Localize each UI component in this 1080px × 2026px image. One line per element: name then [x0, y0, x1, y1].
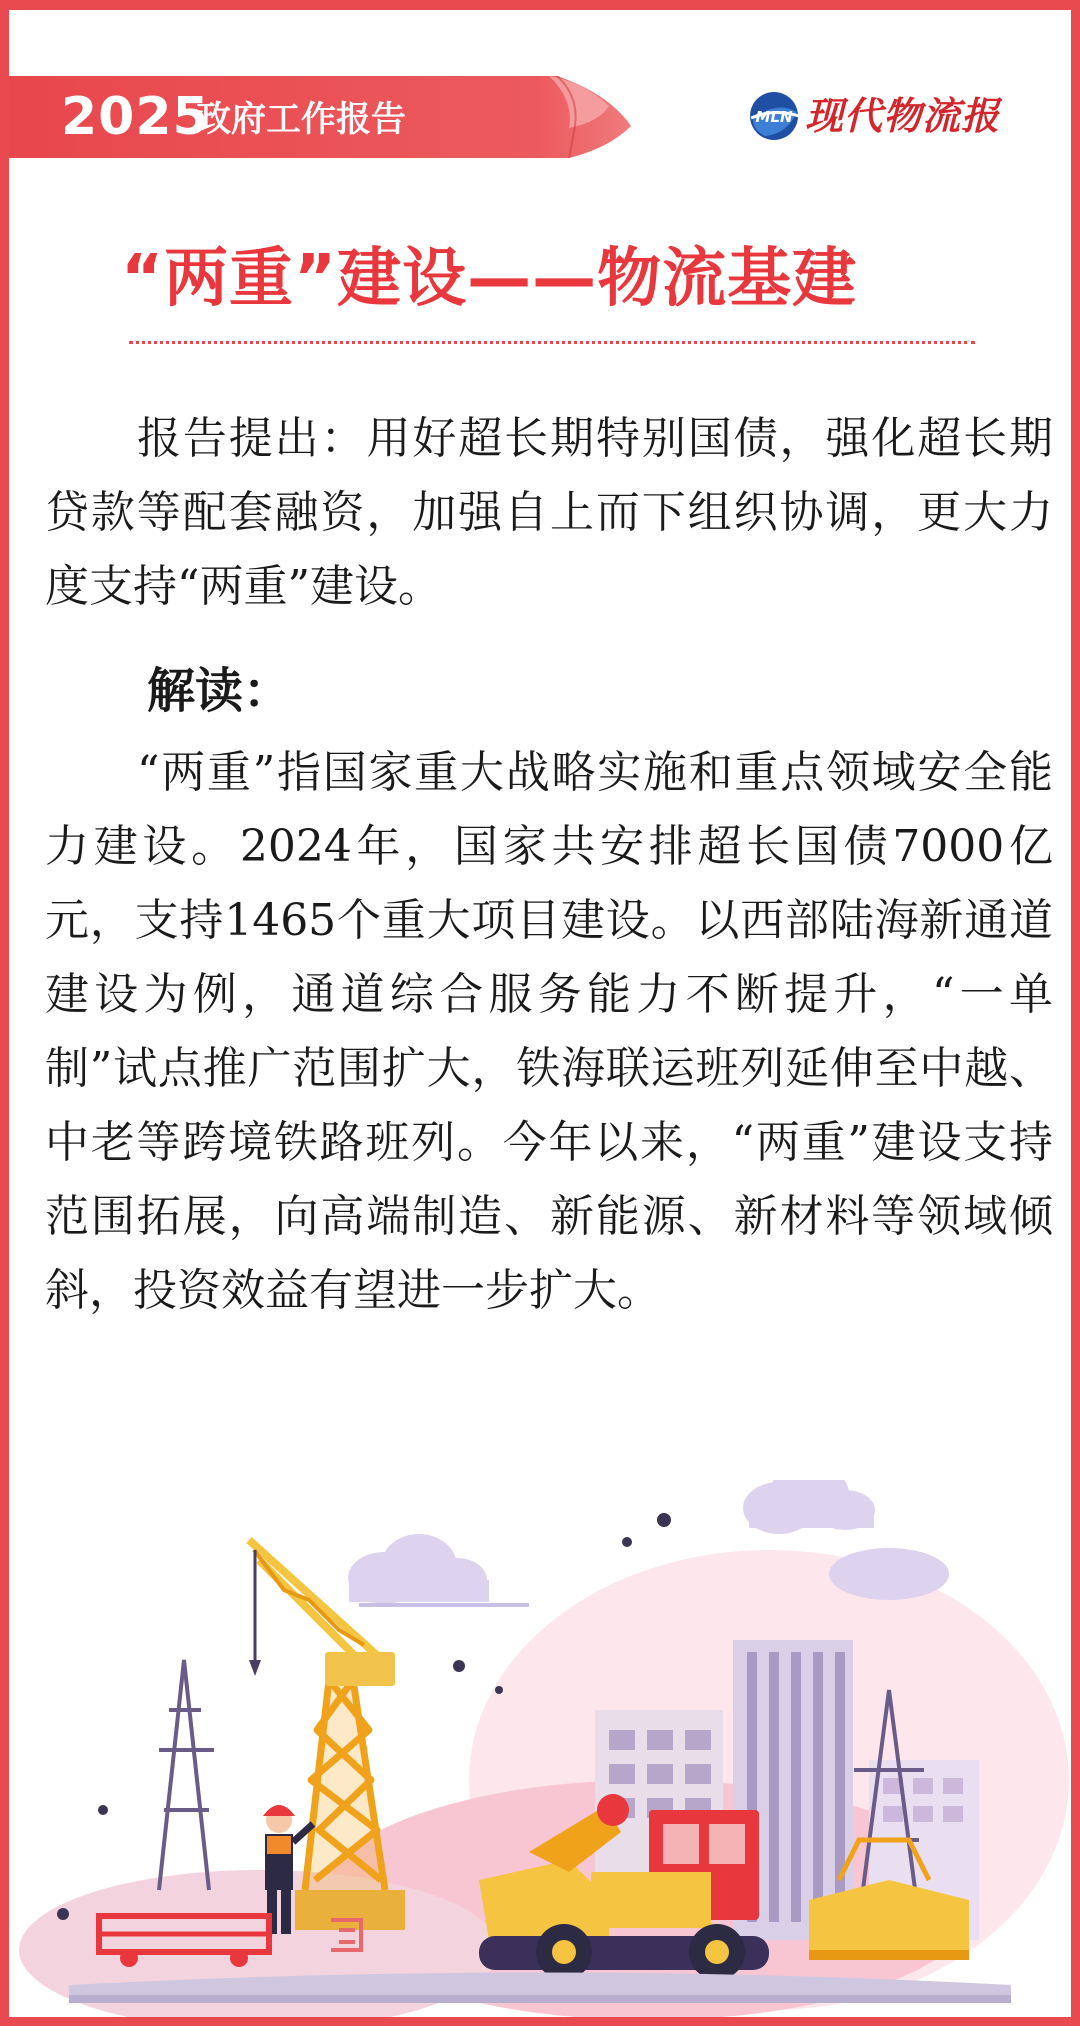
report-name: 政府工作报告 [196, 100, 407, 140]
construction-site-illustration [9, 1480, 1071, 2026]
mln-logo-icon [747, 90, 801, 142]
interpretation-paragraph: “两重”指国家重大战略实施和重点领域安全能力建设。2024年，国家共安排超长国债7000亿元，支持1465个重大项目建设。以西部陆海新通道建设为例，通道综合服务能力不断提升，“一单制”试点推广范围扩大，铁海联运班列延伸至中越、中老等跨境铁路班列。今年以来，“两重”建设支持范围拓展，向高端制造、新能源、新材料等领域倾斜，投资效益有望进一步扩大。 [45, 747, 1053, 1316]
title-divider [129, 341, 975, 344]
newspaper-logo [747, 88, 1017, 144]
newspaper-name: 现代物流报 [805, 93, 1001, 138]
report-year: 2025 [61, 87, 210, 147]
page-title: “两重”建设——物流基建 [121, 242, 858, 316]
interpretation-label: 解读： [147, 663, 292, 719]
svg-text:MLN: MLN [755, 108, 793, 126]
header-ribbon [9, 76, 634, 158]
report-paragraph: 报告提出：用好超长期特别国债，强化超长期贷款等配套融资，加强自上而下组织协调，更大力度支持“两重”建设。 [45, 413, 1053, 612]
